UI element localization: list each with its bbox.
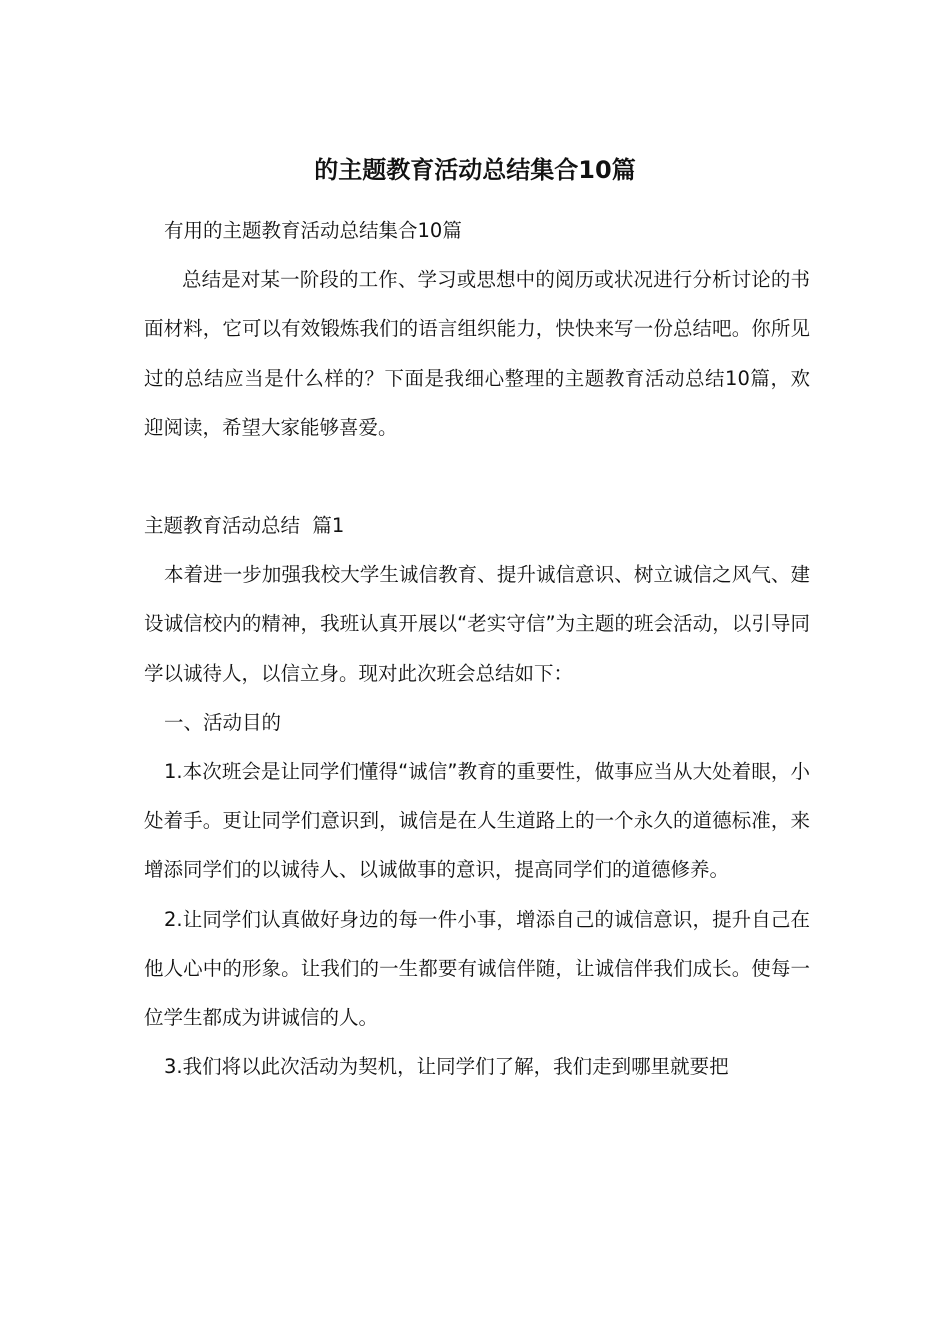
- intro-paragraph: 总结是对某一阶段的工作、学习或思想中的阅历或状况进行分析讨论的书面材料，它可以有效锻炼我们的语言组织能力，快快来写一份总结吧。你所见过的总结应当是什么样的？下面是我细心整理的主题教育活动总结10篇，欢迎阅读，希望大家能够喜爱。: [144, 268, 810, 439]
- list-item: 1.本次班会是让同学们懂得“诚信”教育的重要性，做事应当从大处着眼，小处着手。更让同学们意识到，诚信是在人生道路上的一个永久的道德标准，来增添同学们的以诚待人、以诚做事的意识，提高同学们的道德修养。: [144, 760, 810, 882]
- body-paragraph: 本着进一步加强我校大学生诚信教育、提升诚信意识、树立诚信之风气、建设诚信校内的精神，我班认真开展以“老实守信”为主题的班会活动，以引导同学以诚待人，以信立身。现对此次班会总结如下：: [144, 563, 810, 685]
- document-title: 的主题教育活动总结集合10篇: [314, 156, 636, 184]
- subheading: 一、活动目的: [164, 710, 282, 734]
- list-item: 3.我们将以此次活动为契机，让同学们了解，我们走到哪里就要把: [164, 1055, 729, 1079]
- list-item: 2.让同学们认真做好身边的每一件小事，增添自己的诚信意识，提升自己在他人心中的形象。让我们的一生都要有诚信伴随，让诚信伴我们成长。使每一位学生都成为讲诚信的人。: [144, 907, 810, 1030]
- section-heading: 主题教育活动总结 篇1: [144, 514, 345, 538]
- document-body: [144, 206, 810, 1091]
- document-subtitle: 有用的主题教育活动总结集合10篇: [164, 219, 462, 242]
